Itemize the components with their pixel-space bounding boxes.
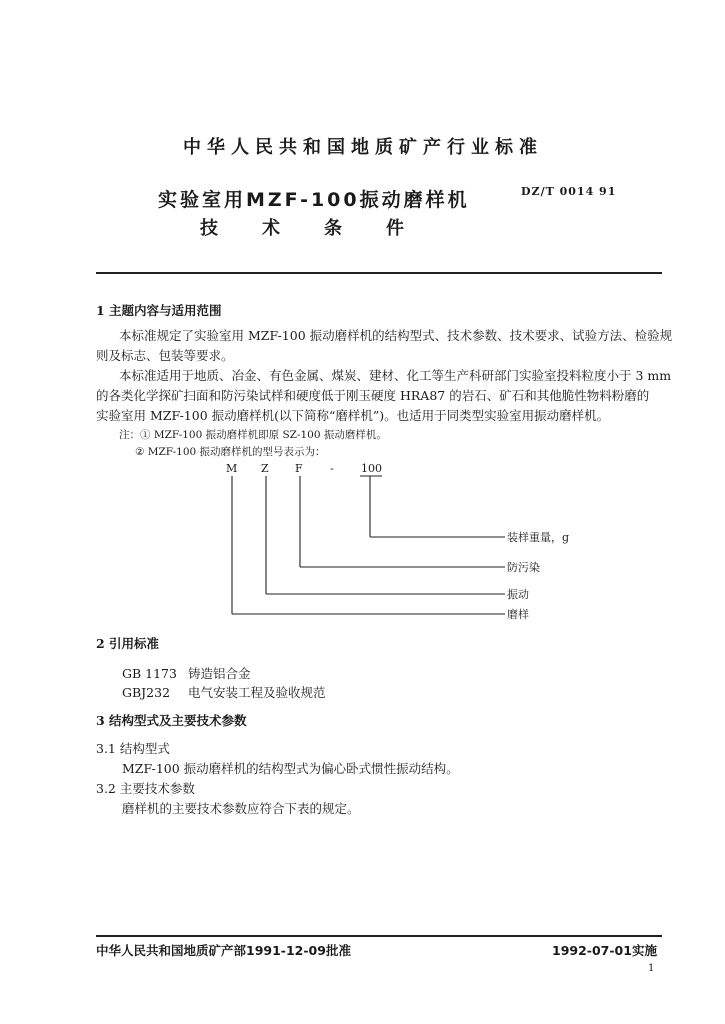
note-1: 注：① MZF-100 振动磨样机即原 SZ-100 振动磨样机。	[119, 429, 387, 441]
model-number-100: 100	[361, 462, 382, 475]
section2-heading: 2 引用标准	[96, 636, 160, 651]
note-2: ② MZF-100 振动磨样机的型号表示为：	[135, 446, 326, 458]
section3-2-heading: 3.2 主要技术参数	[96, 781, 195, 796]
ref-title-1: 铸造铝合金	[188, 666, 251, 681]
section3-1-text: MZF-100 振动磨样机的结构型式为偏心卧式惯性振动结构。	[122, 761, 459, 776]
ref-code-2: GBJ232	[122, 685, 171, 700]
section3-heading: 3 结构型式及主要技术参数	[96, 713, 247, 728]
model-letter-z: Z	[261, 462, 269, 475]
label-sample-weight: 装样重量，g	[507, 531, 570, 544]
section1-para1-line1: 本标准规定了实验室用 MZF-100 振动磨样机的结构型式、技术参数、技术要求、试验方法、检验规	[119, 328, 673, 343]
label-anti-contamination: 防污染	[507, 561, 540, 574]
org-standard-title: 中华人民共和国地质矿产行业标准	[183, 137, 543, 158]
footer-rule	[96, 935, 662, 937]
model-letter-f: F	[295, 462, 303, 475]
label-grinding: 磨样	[507, 608, 529, 621]
ref-title-2: 电气安装工程及验收规范	[188, 685, 326, 700]
ref-code-1: GB 1173	[122, 666, 177, 681]
model-dash: -	[330, 462, 334, 475]
section1-heading: 1 主题内容与适用范围	[96, 303, 222, 318]
section3-1-heading: 3.1 结构型式	[96, 741, 170, 756]
section1-para2-line3: 实验室用 MZF-100 振动磨样机(以下简称“磨样机”)。也适用于同类型实验室用振动磨样机。	[96, 408, 610, 423]
document-title-line2: 技术条件	[200, 218, 448, 239]
document-title-line1: 实验室用MZF-100振动磨样机	[158, 189, 470, 211]
page-number: 1	[648, 963, 655, 974]
model-letter-m: M	[226, 462, 238, 475]
standard-code: DZ/T 0014 91	[521, 185, 617, 198]
approval-text: 中华人民共和国地质矿产部1991-12-09批准	[96, 943, 351, 958]
section1-para1-line2: 则及标志、包装等要求。	[96, 348, 234, 363]
section1-para2-line2: 的各类化学探矿扫面和防污染试样和硬度低于刚玉硬度 HRA87 的岩石、矿石和其他脆性物料粉磨的	[96, 388, 650, 403]
effective-date: 1992-07-01实施	[552, 943, 657, 958]
label-vibration: 振动	[507, 588, 529, 601]
section1-para2-line1: 本标准适用于地质、冶金、有色金属、煤炭、建材、化工等生产科研部门实验室投料粒度小于 3 mm	[119, 368, 672, 383]
section3-2-text: 磨样机的主要技术参数应符合下表的规定。	[122, 801, 360, 816]
